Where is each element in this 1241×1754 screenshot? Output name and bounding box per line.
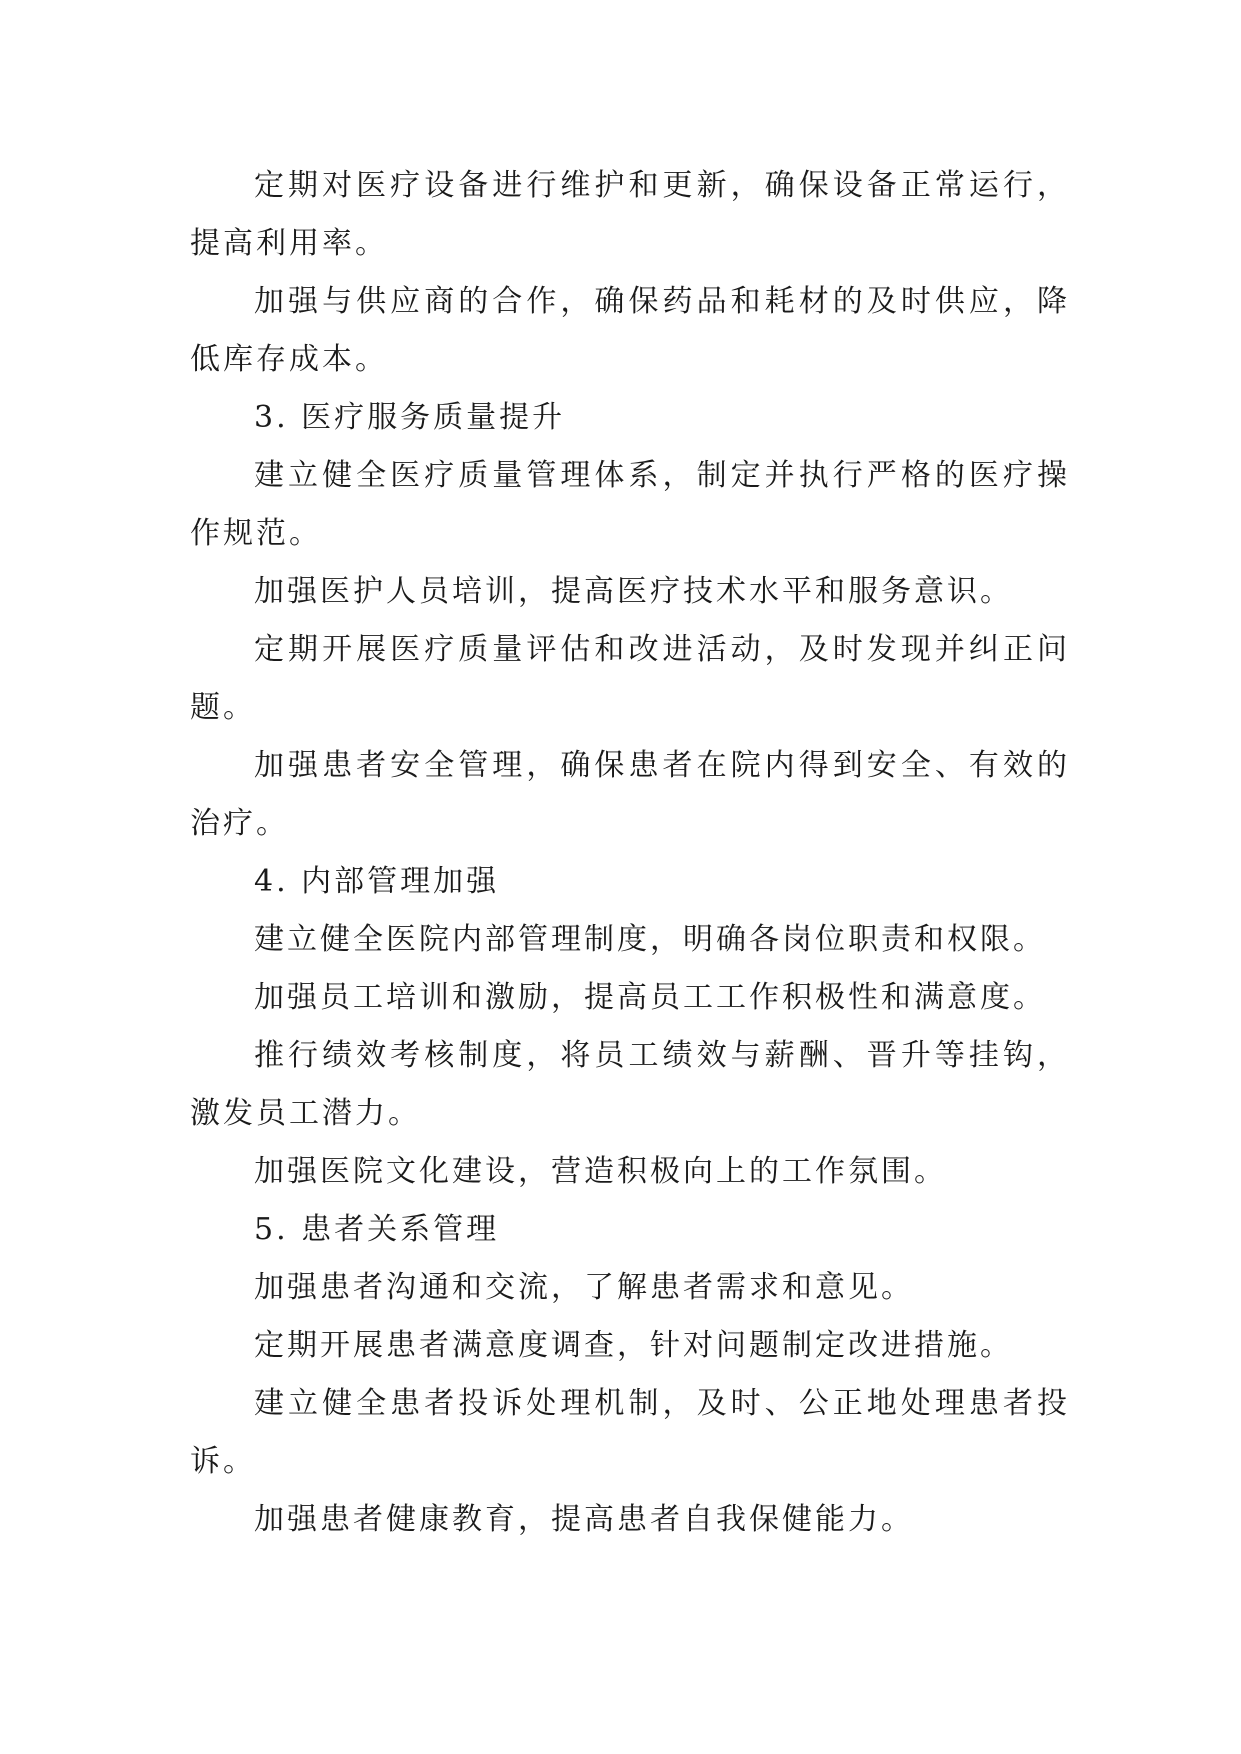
paragraph-complaint-handling: 建立健全患者投诉处理机制，及时、公正地处理患者投诉。 [190, 1386, 1070, 1479]
paragraph-equipment-maintenance: 定期对医疗设备进行维护和更新，确保设备正常运行，提高利用率。 [190, 168, 1070, 261]
paragraph-staff-training: 加强医护人员培训，提高医疗技术水平和服务意识。 [254, 574, 1013, 609]
paragraph-hospital-culture: 加强医院文化建设，营造积极向上的工作氛围。 [254, 1154, 947, 1189]
paragraph-quality-system: 建立健全医疗质量管理体系，制定并执行严格的医疗操作规范。 [190, 458, 1070, 551]
paragraph-performance-appraisal: 推行绩效考核制度，将员工绩效与薪酬、晋升等挂钩，激发员工潜力。 [190, 1038, 1070, 1131]
section-heading-5: 5. 患者关系管理 [254, 1212, 500, 1247]
paragraph-quality-assessment: 定期开展医疗质量评估和改进活动，及时发现并纠正问题。 [190, 632, 1070, 725]
paragraph-internal-rules: 建立健全医院内部管理制度，明确各岗位职责和权限。 [254, 922, 1046, 957]
paragraph-patient-communication: 加强患者沟通和交流，了解患者需求和意见。 [254, 1270, 914, 1305]
paragraph-supplier-cooperation: 加强与供应商的合作，确保药品和耗材的及时供应，降低库存成本。 [190, 284, 1070, 377]
paragraph-employee-incentive: 加强员工培训和激励，提高员工工作积极性和满意度。 [254, 980, 1046, 1015]
document-body [190, 157, 1070, 1549]
section-heading-4: 4. 内部管理加强 [254, 864, 500, 899]
paragraph-satisfaction-survey: 定期开展患者满意度调查，针对问题制定改进措施。 [254, 1328, 1013, 1363]
paragraph-patient-safety: 加强患者安全管理，确保患者在院内得到安全、有效的治疗。 [190, 748, 1070, 841]
paragraph-health-education: 加强患者健康教育，提高患者自我保健能力。 [254, 1502, 914, 1537]
section-heading-3: 3. 医疗服务质量提升 [254, 400, 566, 435]
